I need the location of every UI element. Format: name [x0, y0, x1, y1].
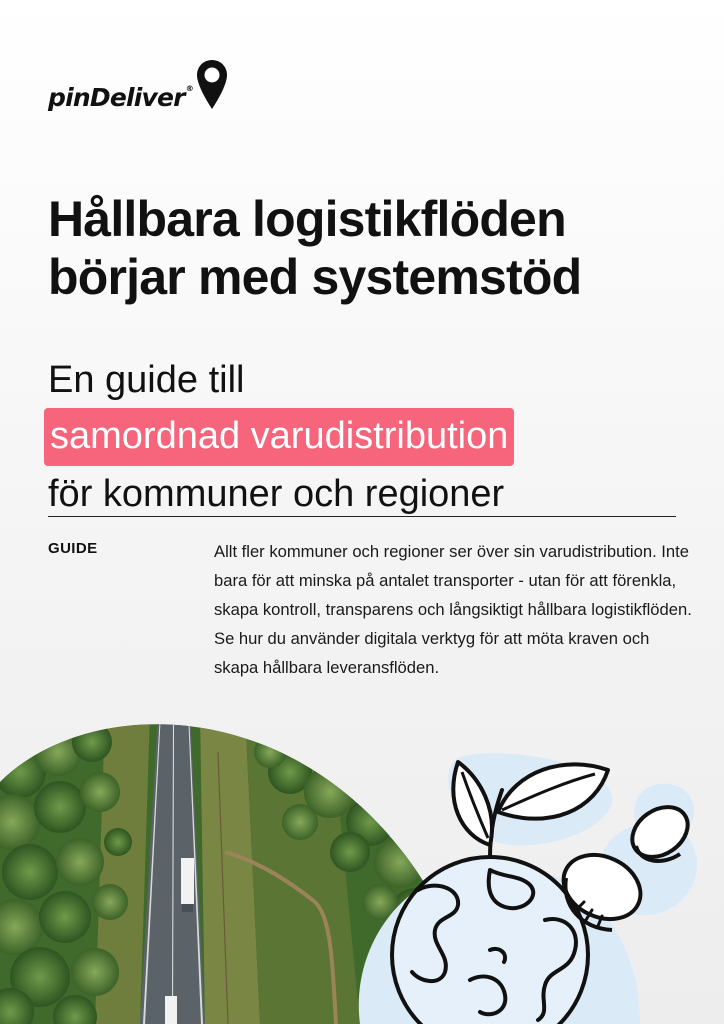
brand-wordmark: pinDeliver® [48, 83, 193, 112]
subtitle-highlight: samordnad varudistribution [44, 408, 514, 466]
subtitle [48, 352, 688, 522]
map-pin-icon [195, 58, 229, 112]
title-line-2: börjar med systemstöd [48, 249, 582, 305]
divider [48, 516, 676, 517]
subtitle-line-3: för kommuner och regioner [48, 473, 505, 515]
category-label: GUIDE [48, 540, 98, 557]
page-title [48, 190, 688, 306]
intro-paragraph: Allt fler kommuner och regioner ser över sin varudistribution. Inte bara för att minska på antalet transporter - utan för att förenkla, skapa kontroll, transparens och långsiktigt hållbara logistikflöden. Se hur du använder digitala verktyg för att möta kraven och skapa hållbara leveransflöden. [214, 542, 692, 677]
subtitle-line-1: En guide till [48, 359, 245, 401]
globe-plant-illustration [340, 750, 724, 1024]
title-line-1: Hållbara logistikflöden [48, 191, 566, 247]
registered-mark: ® [185, 84, 193, 93]
brand-logo [48, 58, 229, 112]
